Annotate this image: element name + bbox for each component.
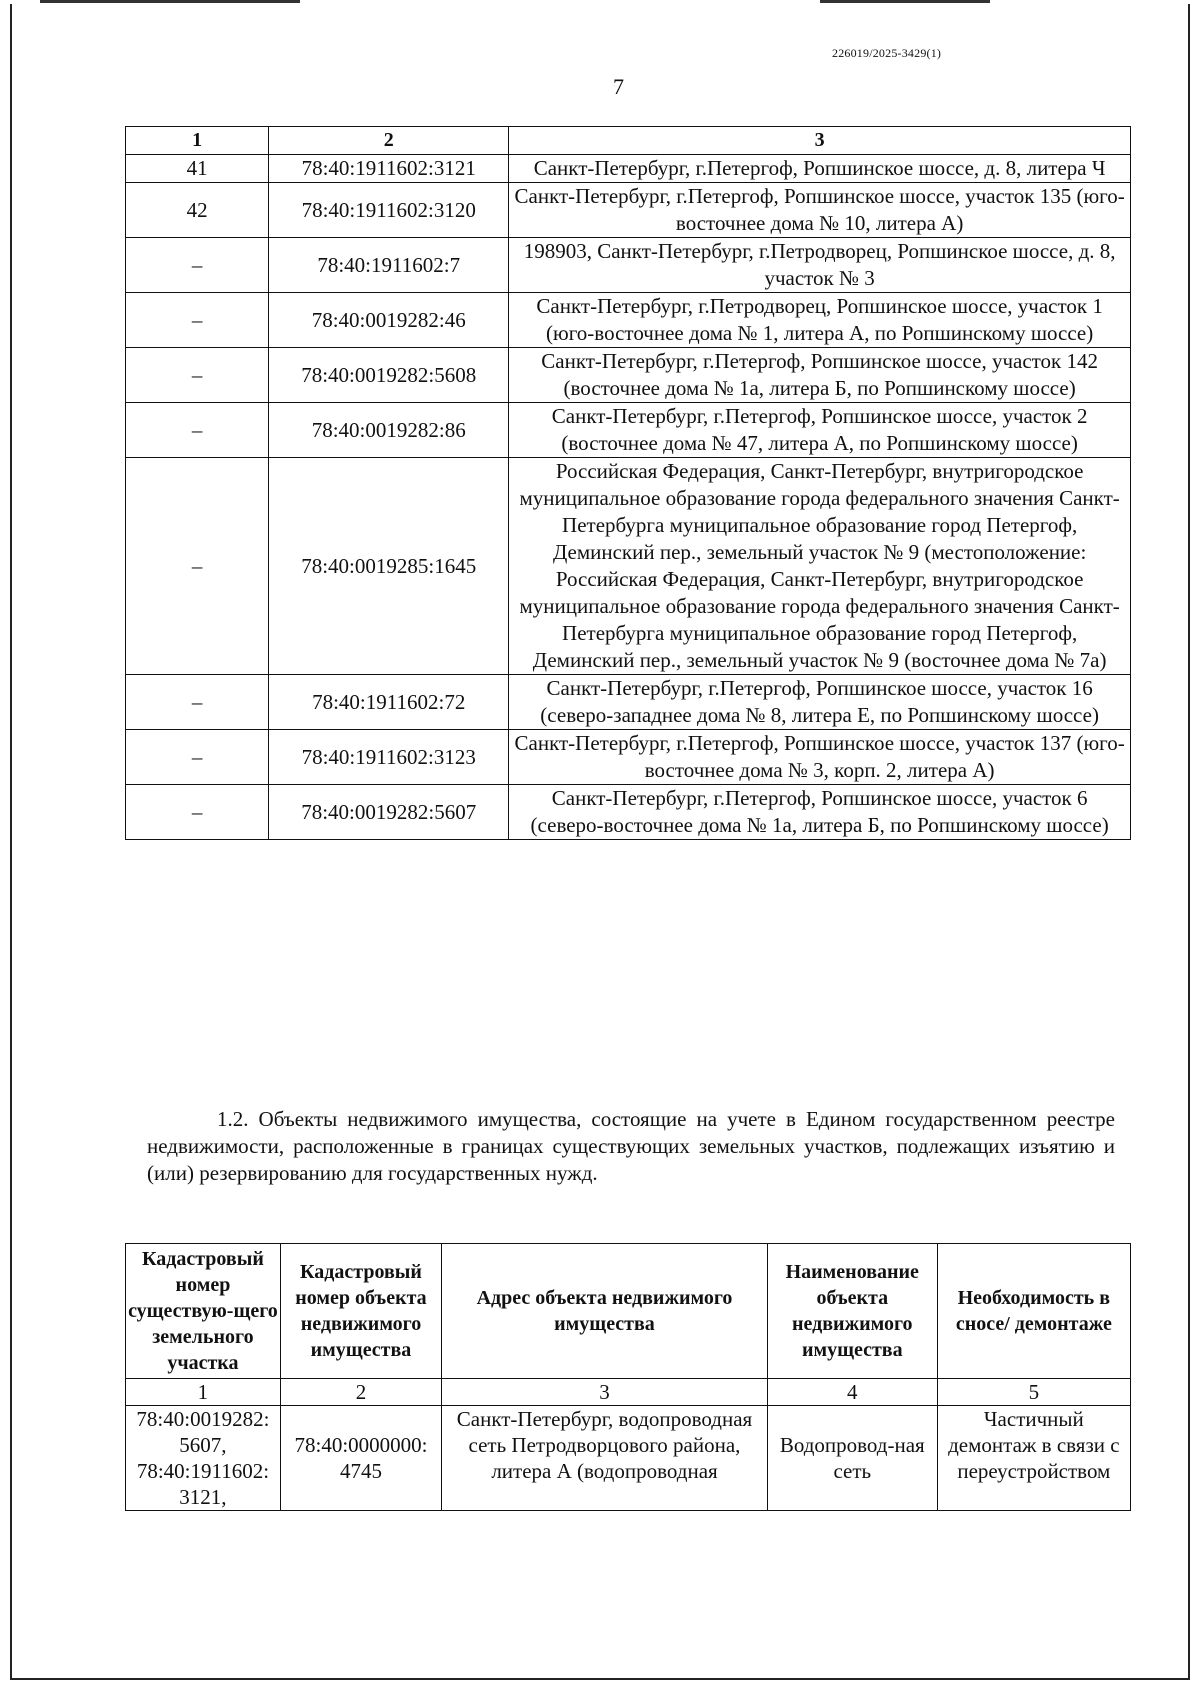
row-number-cell: – xyxy=(126,238,269,293)
table-row xyxy=(126,348,1131,403)
table-row xyxy=(126,403,1131,458)
real-estate-objects-table xyxy=(125,1243,1131,1511)
row-number-cell: – xyxy=(126,675,269,730)
cadastral-number-cell: 78:40:0019285:1645 xyxy=(269,458,509,675)
table-row xyxy=(126,155,1131,183)
column-header-1: 1 xyxy=(126,127,269,155)
address-cell: Санкт-Петербург, г.Петергоф, Ропшинское шоссе, участок 142 (восточнее дома № 1а, литера Б, по Ропшинскому шоссе) xyxy=(509,348,1131,403)
column-number: 2 xyxy=(280,1379,441,1406)
table-row xyxy=(126,183,1131,238)
column-number: 3 xyxy=(442,1379,768,1406)
address-cell: 198903, Санкт-Петербург, г.Петродворец, Ропшинское шоссе, д. 8, участок № 3 xyxy=(509,238,1131,293)
document-id: 226019/2025-3429(1) xyxy=(832,46,942,60)
parcels-table xyxy=(125,126,1131,840)
cadastral-number-cell: 78:40:0019282:46 xyxy=(269,293,509,348)
row-number-cell: – xyxy=(126,730,269,785)
address-cell: Санкт-Петербург, г.Петергоф, Ропшинское шоссе, д. 8, литера Ч xyxy=(509,155,1131,183)
table-row xyxy=(126,675,1131,730)
address-cell: Российская Федерация, Санкт-Петербург, внутригородское муниципальное образование города федерального значения Санкт-Петербурга муниципальное образование город Петергоф, Деминский пер., земельный участок № 9 (местоположение: Российская Федерация, Санкт-Петербург, внутригородское муниципальное образование города федерального значения Санкт-Петербурга муниципальное образование город Петергоф, Деминский пер., земельный участок № 9 (восточнее дома № 7а) xyxy=(509,458,1131,675)
address-cell: Санкт-Петербург, г.Петергоф, Ропшинское шоссе, участок 137 (юго-восточнее дома № 3, корп. 2, литера А) xyxy=(509,730,1131,785)
header-land-cadastral: Кадастровый номер существую-щего земельного участка xyxy=(126,1244,281,1379)
row-number-cell: – xyxy=(126,348,269,403)
demolition-cell: Частичный демонтаж в связи с переустройством xyxy=(937,1406,1130,1511)
cadastral-number-cell: 78:40:1911602:7 xyxy=(269,238,509,293)
table-row xyxy=(126,238,1131,293)
header-object-name: Наименование объекта недвижимого имущества xyxy=(767,1244,937,1379)
table-row xyxy=(126,730,1131,785)
address-cell: Санкт-Петербург, г.Петергоф, Ропшинское шоссе, участок 2 (восточнее дома № 47, литера А, по Ропшинскому шоссе) xyxy=(509,403,1131,458)
column-header-2: 2 xyxy=(269,127,509,155)
object-name-cell: Водопровод-ная сеть xyxy=(767,1406,937,1511)
table-row xyxy=(126,293,1131,348)
scan-edge-line-right xyxy=(820,0,990,3)
header-address: Адрес объекта недвижимого имущества xyxy=(442,1244,768,1379)
column-number-row xyxy=(126,1379,1131,1406)
address-cell: Санкт-Петербург, г.Петергоф, Ропшинское шоссе, участок 6 (северо-восточнее дома № 1а, литера Б, по Ропшинскому шоссе) xyxy=(509,785,1131,840)
row-number-cell: 42 xyxy=(126,183,269,238)
cadastral-number-cell: 78:40:0019282:5607 xyxy=(269,785,509,840)
row-number-cell: – xyxy=(126,403,269,458)
table-header-row xyxy=(126,127,1131,155)
table-row xyxy=(126,1406,1131,1511)
column-header-3: 3 xyxy=(509,127,1131,155)
cadastral-number-cell: 78:40:1911602:3121 xyxy=(269,155,509,183)
cadastral-number-cell: 78:40:1911602:3120 xyxy=(269,183,509,238)
column-number: 1 xyxy=(126,1379,281,1406)
land-cadastral-cell: 78:40:0019282: 5607, 78:40:1911602: 3121, xyxy=(126,1406,281,1511)
scan-edge-line xyxy=(40,0,300,3)
row-number-cell: – xyxy=(126,293,269,348)
object-cadastral-cell: 78:40:0000000: 4745 xyxy=(280,1406,441,1511)
cadastral-number-cell: 78:40:1911602:3123 xyxy=(269,730,509,785)
table-row xyxy=(126,458,1131,675)
column-number: 5 xyxy=(937,1379,1130,1406)
cadastral-number-cell: 78:40:0019282:5608 xyxy=(269,348,509,403)
header-object-cadastral: Кадастровый номер объекта недвижимого имущества xyxy=(280,1244,441,1379)
address-cell: Санкт-Петербург, г.Петергоф, Ропшинское шоссе, участок 16 (северо-западнее дома № 8, литера Е, по Ропшинскому шоссе) xyxy=(509,675,1131,730)
header-demolition: Необходимость в сносе/ демонтаже xyxy=(937,1244,1130,1379)
row-number-cell: 41 xyxy=(126,155,269,183)
page-number: 7 xyxy=(613,74,624,99)
address-cell: Санкт-Петербург, г.Петродворец, Ропшинское шоссе, участок 1 (юго-восточнее дома № 1, литера А, по Ропшинскому шоссе) xyxy=(509,293,1131,348)
column-number: 4 xyxy=(767,1379,937,1406)
address-cell: Санкт-Петербург, водопроводная сеть Петродворцового района, литера А (водопроводная xyxy=(442,1406,768,1511)
row-number-cell: – xyxy=(126,785,269,840)
row-number-cell: – xyxy=(126,458,269,675)
table-row xyxy=(126,785,1131,840)
cadastral-number-cell: 78:40:1911602:72 xyxy=(269,675,509,730)
address-cell: Санкт-Петербург, г.Петергоф, Ропшинское шоссе, участок 135 (юго-восточнее дома № 10, литера А) xyxy=(509,183,1131,238)
section-1-2-paragraph: 1.2. Объекты недвижимого имущества, состоящие на учете в Едином государственном реестре недвижимости, расположенные в границах существующих земельных участков, подлежащих изъятию и (или) резервированию для государственных нужд. xyxy=(147,1107,1115,1185)
table-header-row xyxy=(126,1244,1131,1379)
cadastral-number-cell: 78:40:0019282:86 xyxy=(269,403,509,458)
